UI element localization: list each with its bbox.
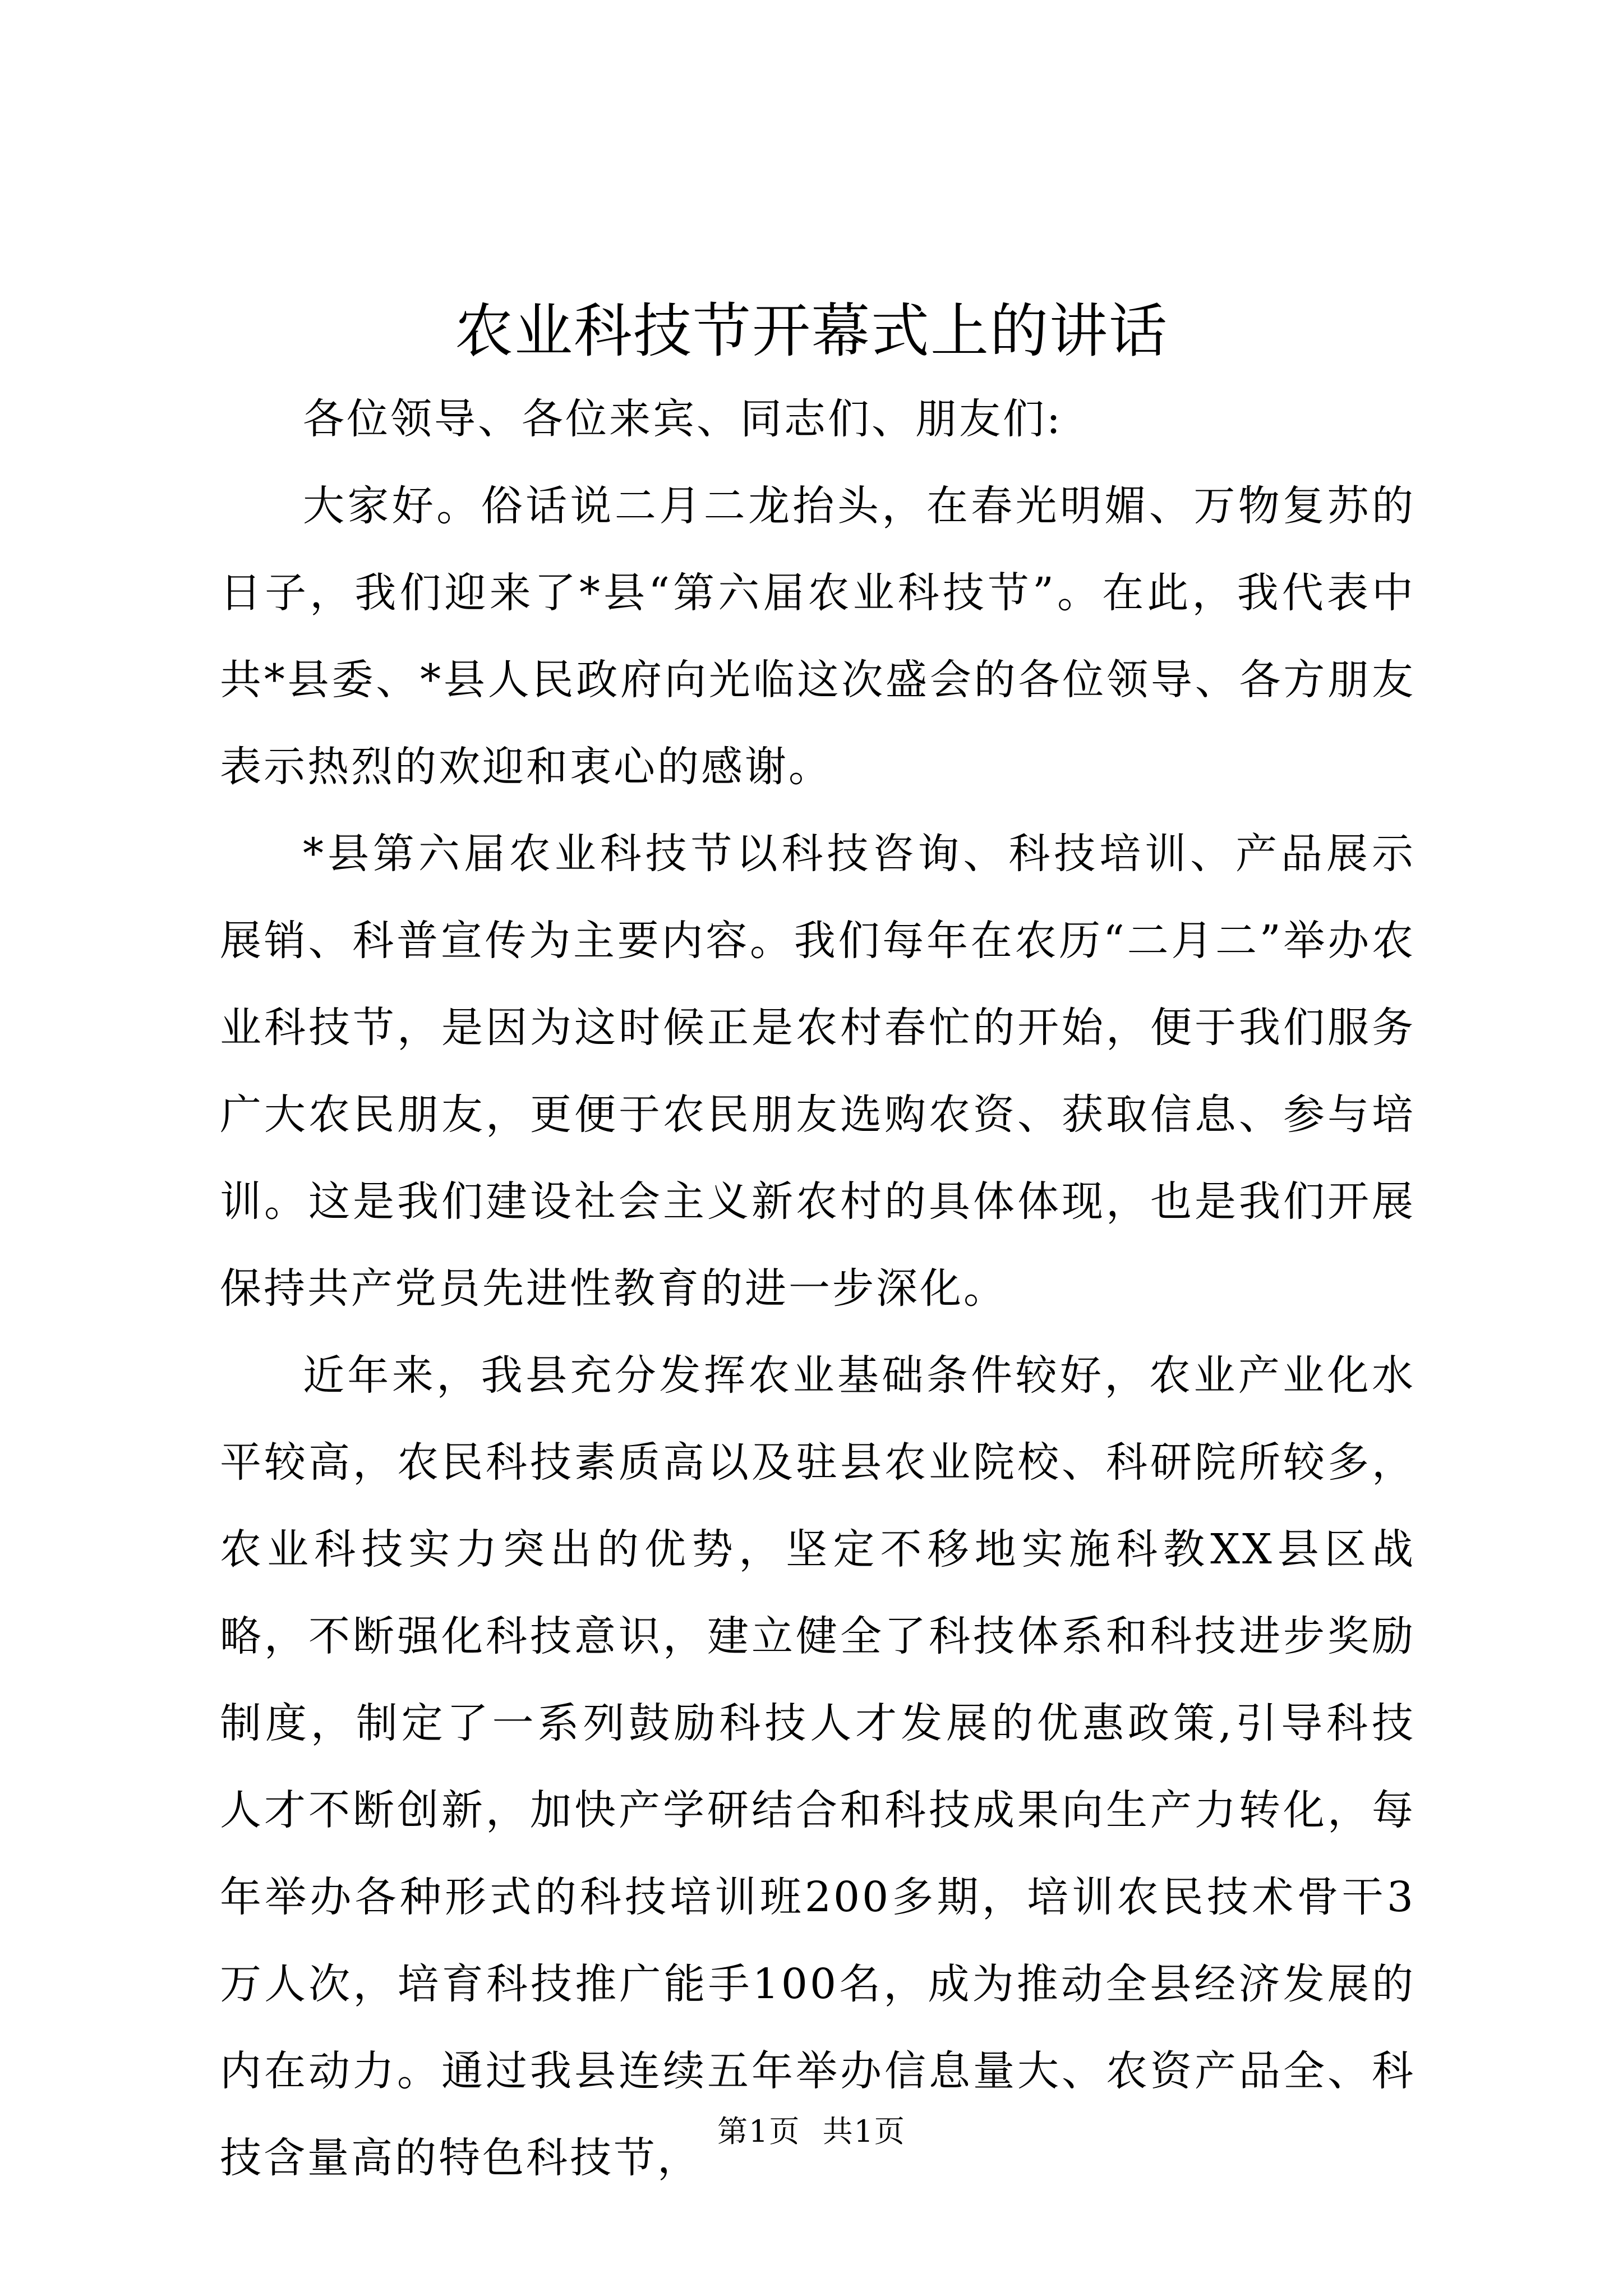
document-title: 农业科技节开幕式上的讲话 bbox=[454, 297, 1168, 365]
page-number-current: 第1页 bbox=[717, 2114, 801, 2149]
paragraph-1: 大家好。俗话说二月二龙抬头，在春光明媚、万物复苏的日子，我们迎来了*县“第六届农业科技节”。在此，我代表中共*县委、*县人民政府向光临这次盛会的各位领导、各方朋友表示热烈的欢迎和衷心的感谢。 bbox=[220, 482, 1415, 791]
document-body bbox=[220, 376, 1415, 2202]
paragraph-2: *县第六届农业科技节以科技咨询、科技培训、产品展示展销、科普宣传为主要内容。我们每年在农历“二月二”举办农业科技节，是因为这时候正是农村春忙的开始，便于我们服务广大农民朋友，更便于农民朋友选购农资、获取信息、参与培训。这是我们建设社会主义新农村的具体体现，也是我们开展保持共产党员先进性教育的进一步深化。 bbox=[220, 830, 1415, 1313]
page-footer bbox=[0, 2109, 1623, 2154]
paragraph-3: 近年来，我县充分发挥农业基础条件较好，农业产业化水平较高，农民科技素质高以及驻县农业院校、科研院所较多，农业科技实力突出的优势，坚定不移地实施科教XX县区战略，不断强化科技意识，建立健全了科技体系和科技进步奖励制度，制定了一系列鼓励科技人才发展的优惠政策,引导科技人才不断创新，加快产学研结合和科技成果向生产力转化，每年举办各种形式的科技培训班200多期，培训农民技术骨干3万人次，培育科技推广能手100名，成为推动全县经济发展的内在动力。通过我县连续五年举办信息量大、农资产品全、科技含量高的特色科技节， bbox=[220, 1351, 1415, 2182]
page-number-total: 共1页 bbox=[822, 2114, 906, 2149]
salutation: 各位领导、各位来宾、同志们、朋友们: bbox=[303, 395, 1063, 443]
